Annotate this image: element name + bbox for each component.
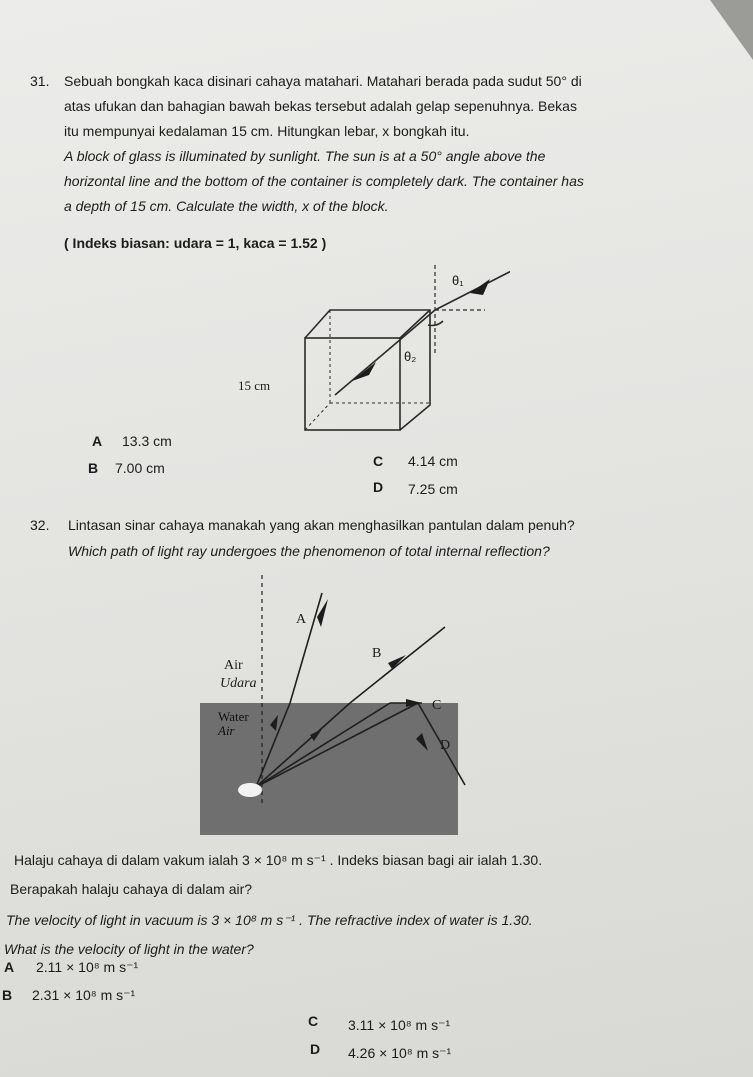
depth-label: 15 cm xyxy=(238,378,271,393)
q33-english-line2: What is the velocity of light in the water? xyxy=(4,941,254,957)
ray-a-air xyxy=(290,593,322,703)
q31-english-line3: a depth of 15 cm. Calculate the width, x of the block. xyxy=(64,198,389,214)
label-ray-a: A xyxy=(296,612,307,627)
label-air: Air xyxy=(224,658,243,673)
q31-option-b-text: 7.00 cm xyxy=(115,460,165,476)
q32-number: 32. xyxy=(30,517,50,533)
q33-option-d-letter[interactable]: D xyxy=(310,1041,321,1057)
q31-option-a-text: 13.3 cm xyxy=(122,433,172,449)
q31-option-c-letter[interactable]: C xyxy=(373,453,384,469)
label-ray-c: C xyxy=(432,698,442,713)
label-ray-b: B xyxy=(372,646,382,661)
label-air-water: Air xyxy=(218,723,235,738)
q33-option-a-letter[interactable]: A xyxy=(4,959,15,975)
q33-malay-line1: Halaju cahaya di dalam vakum ialah 3 × 10⁸ m s⁻¹ . Indeks biasan bagi air ialah 1.30. xyxy=(14,852,543,868)
q31-glass-block-diagram xyxy=(290,255,510,440)
q33-option-c-text: 3.11 × 10⁸ m s⁻¹ xyxy=(348,1017,451,1033)
q31-english-line1: A block of glass is illuminated by sunlight. The sun is at a 50° angle above the xyxy=(64,148,546,164)
q31-option-a-letter[interactable]: A xyxy=(92,433,103,449)
q33-option-d-text: 4.26 × 10⁸ m s⁻¹ xyxy=(348,1045,452,1061)
ray-b-air xyxy=(350,627,445,703)
q32-english: Which path of light ray undergoes the phenomenon of total internal reflection? xyxy=(68,543,550,559)
q31-malay-line3: itu mempunyai kedalaman 15 cm. Hitungkan lebar, x bongkah itu. xyxy=(64,123,470,139)
q31-option-d-letter[interactable]: D xyxy=(373,479,384,495)
q31-malay-line1: Sebuah bongkah kaca disinari cahaya matahari. Matahari berada pada sudut 50° di xyxy=(64,73,582,89)
q31-index-note: ( Indeks biasan: udara = 1, kaca = 1.52 ) xyxy=(64,235,327,251)
label-ray-d: D xyxy=(440,738,451,753)
q33-option-b-text: 2.31 × 10⁸ m s⁻¹ xyxy=(32,987,136,1003)
q31-option-b-letter[interactable]: B xyxy=(88,460,99,476)
q32-malay: Lintasan sinar cahaya manakah yang akan menghasilkan pantulan dalam penuh? xyxy=(68,517,575,533)
label-water: Water xyxy=(218,709,249,724)
q33-option-c-letter[interactable]: C xyxy=(308,1013,319,1029)
q33-option-a-text: 2.11 × 10⁸ m s⁻¹ xyxy=(36,959,139,975)
q32-total-internal-reflection-diagram xyxy=(200,575,470,837)
q33-option-b-letter[interactable]: B xyxy=(2,987,13,1003)
incident-ray xyxy=(435,263,510,310)
incident-arrow xyxy=(470,279,490,295)
q31-malay-line2: atas ufukan dan bahagian bawah bekas tersebut adalah gelap sepenuhnya. Bekas xyxy=(64,98,577,114)
theta2-label: θ₂ xyxy=(404,349,417,364)
page-corner-fold xyxy=(690,0,753,80)
arrow-b xyxy=(388,655,406,669)
block-top-front-edge xyxy=(400,310,430,338)
refracted-ray xyxy=(335,310,435,395)
theta1-label: θ₁ xyxy=(452,273,464,288)
q33-english-line1: The velocity of light in vacuum is 3 × 10⁸ m s⁻¹ . The refractive index of water is 1.30. xyxy=(6,912,533,928)
q33-malay-line2: Berapakah halaju cahaya di dalam air? xyxy=(10,881,253,897)
q31-number: 31. xyxy=(30,73,50,89)
q31-option-d-text: 7.25 cm xyxy=(408,481,458,497)
q31-english-line2: horizontal line and the bottom of the container is completely dark. The container has xyxy=(64,173,584,189)
light-source xyxy=(238,783,262,797)
q31-option-c-text: 4.14 cm xyxy=(408,453,458,469)
label-udara: Udara xyxy=(220,676,257,691)
